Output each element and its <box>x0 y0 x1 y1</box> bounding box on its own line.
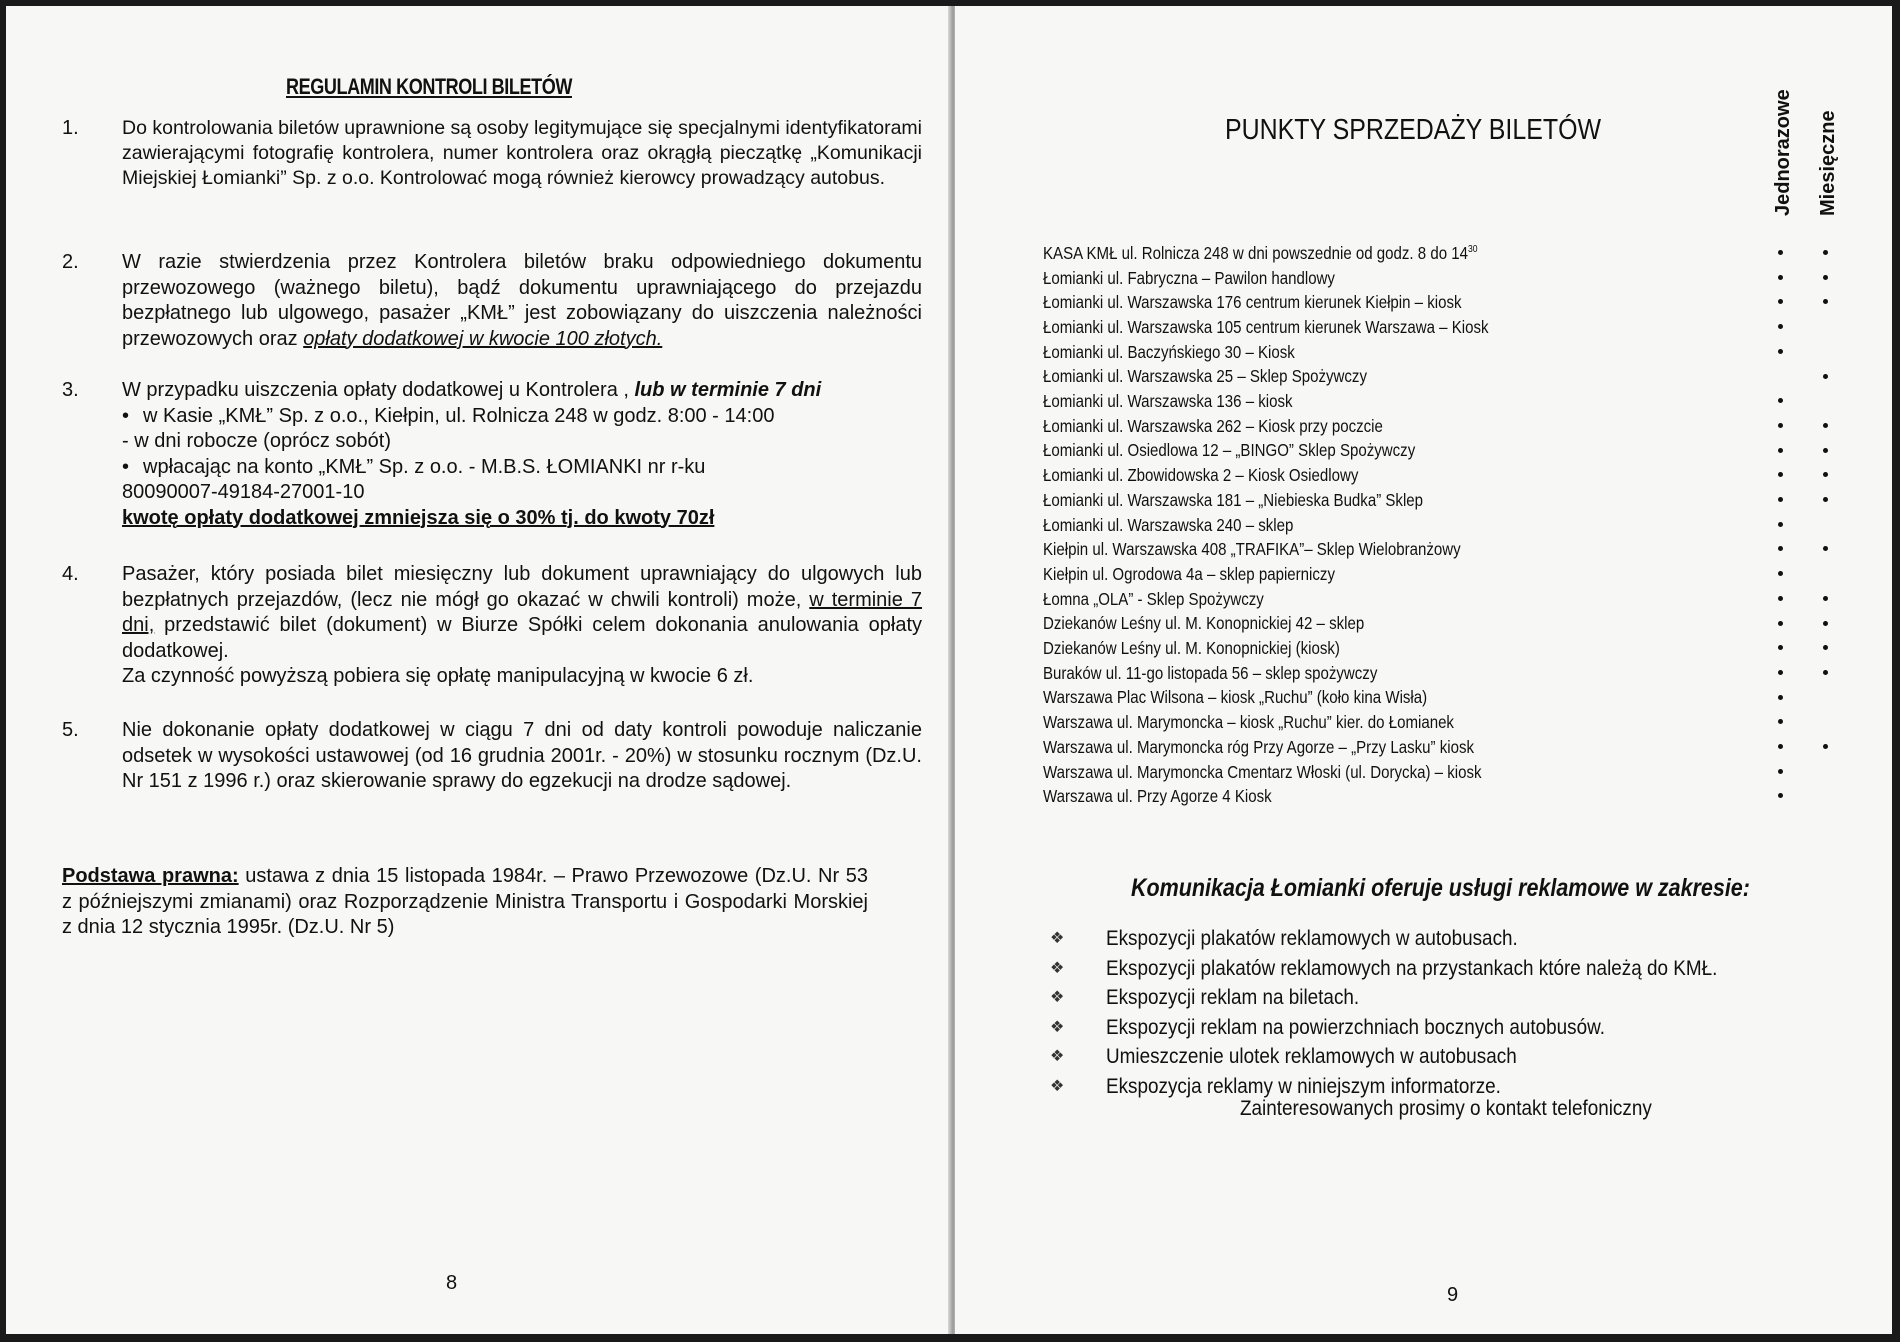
list-item: Warszawa Plac Wilsona – kiosk „Ruchu” (koło kina Wisła) <box>1043 687 1428 708</box>
monthly-ticket-dot <box>1823 497 1828 502</box>
list-item: Dziekanów Leśny ul. M. Konopnickiej 42 – sklep <box>1043 613 1365 634</box>
monthly-ticket-dot <box>1823 472 1828 477</box>
rule-body <box>122 378 922 531</box>
rule-text: Pasażer, który posiada bilet miesięczny lub dokument uprawniający do ulgowych lub bezpłatnych przejazdów, (lecz nie mógł go okazać w chwili kontroli) może, <box>122 563 922 611</box>
page-number-right: 9 <box>1447 1284 1459 1306</box>
list-item: Łomianki ul. Fabryczna – Pawilon handlowy <box>1043 267 1335 288</box>
rule-number: 3. <box>62 379 79 401</box>
single-ticket-dot <box>1778 744 1783 749</box>
monthly-ticket-dot <box>1823 645 1828 650</box>
regulations-title: REGULAMIN KONTROLI BILETÓW <box>286 74 572 99</box>
legal-text: ustawa z dnia 15 listopada 1984r. – Prawo Przewozowe (Dz.U. Nr 53 z późniejszymi zmianami) oraz Rozporządzenie Ministra Transportu i Gospodarki Morskiej z dnia 12 stycznia 1995r. (Dz.U. Nr 5) <box>62 865 868 938</box>
list-item: Łomianki ul. Warszawska 136 – kiosk <box>1043 391 1293 412</box>
column-header-monthly: Miesięczne <box>1817 110 1839 216</box>
advertising-item <box>1050 954 1785 984</box>
monthly-ticket-dot <box>1823 250 1828 255</box>
advertising-item-text: Ekspozycji plakatów reklamowych na przystankach które należą do KMŁ. <box>1106 956 1718 980</box>
bullet-dot: • <box>122 455 130 478</box>
advertising-title: Komunikacja Łomianki oferuje usługi reklamowe w zakresie: <box>1131 874 1750 902</box>
right-page <box>955 6 1892 1334</box>
rule-text: W razie stwierdzenia przez Kontrolera biletów braku odpowiedniego dokumentu przewozowego (ważnego biletu), bądź dokumentu uprawniającego do przejazdu bezpłatnego lub ulgowego, pasażer „KMŁ” jest zobowiązany do uiszczenia należności przewozowych oraz <box>122 251 922 350</box>
list-item: Łomianki ul. Warszawska 105 centrum kierunek Warszawa – Kiosk <box>1043 316 1489 337</box>
single-ticket-dot <box>1778 324 1783 329</box>
advertising-item-text: Umieszczenie ulotek reklamowych w autobusach <box>1106 1045 1517 1068</box>
single-ticket-dot <box>1778 695 1783 700</box>
single-ticket-dot <box>1778 719 1783 724</box>
monthly-ticket-dot <box>1823 596 1828 601</box>
rule-number: 4. <box>62 563 79 585</box>
legal-basis <box>62 864 868 941</box>
diamond-bullet-icon: ❖ <box>1050 959 1065 977</box>
list-item: KASA KMŁ ul. Rolnicza 248 w dni powszednie od godz. 8 do $14^{30}$ <box>1043 242 1478 263</box>
advertising-item <box>1050 1042 1785 1072</box>
single-ticket-dot <box>1778 423 1783 428</box>
single-ticket-dot <box>1778 448 1783 453</box>
single-ticket-dot <box>1778 349 1783 354</box>
rule-text-cont: przedstawić bilet (dokument) w Biurze Spółki celem dokonania anulowania opłaty dodatkowej. <box>122 614 922 662</box>
list-item: Łomianki ul. Warszawska 181 – „Niebieska Budka” Sklep <box>1043 489 1424 510</box>
rule-number: 1. <box>62 117 79 139</box>
list-item: Łomna „OLA” - Sklep Spożywczy <box>1043 588 1264 609</box>
bullet-dot: • <box>122 404 130 427</box>
reduction-note: kwotę opłaty dodatkowej zmniejsza się o 30% tj. do kwoty 70zł <box>122 506 715 529</box>
list-item: Kiełpin ul. Warszawska 408 „TRAFIKA”– Sklep Wielobranżowy <box>1043 539 1461 560</box>
list-item: Łomianki ul. Warszawska 262 – Kiosk przy poczcie <box>1043 415 1383 436</box>
list-item: Łomianki ul. Baczyńskiego 30 – Kiosk <box>1043 341 1295 362</box>
advertising-item-text: Ekspozycji reklam na biletach. <box>1106 986 1360 1009</box>
monthly-ticket-dot <box>1823 670 1828 675</box>
list-item: Warszawa ul. Marymoncka Cmentarz Włoski (ul. Dorycka) – kiosk <box>1043 761 1482 782</box>
diamond-bullet-icon: ❖ <box>1050 989 1065 1006</box>
advertising-item <box>1050 983 1785 1013</box>
single-ticket-dot <box>1778 596 1783 601</box>
rule-body <box>122 116 922 191</box>
rule-body <box>122 718 922 795</box>
rule-number: 5. <box>62 719 79 741</box>
rule-text: Nie dokonanie opłaty dodatkowej w ciągu 7 dni od daty kontroli powoduje naliczanie odsetek w wysokości ustawowej (od 16 grudnia 2001r. - 20%) w stosunku rocznym (Dz.U. Nr 151 z 1996 r.) oraz skierowanie sprawy do egzekucji na drodze sądowej. <box>122 719 922 792</box>
deadline-underline: w terminie 7 dni, <box>122 588 922 636</box>
rule-body <box>122 250 922 352</box>
single-ticket-dot <box>1778 497 1783 502</box>
diamond-bullet-icon: ❖ <box>1050 1077 1065 1095</box>
advertising-list <box>1050 924 1785 1101</box>
monthly-ticket-dot <box>1823 299 1828 304</box>
fee-note: Za czynność powyższą pobiera się opłatę manipulacyjną w kwocie 6 zł. <box>122 665 754 687</box>
list-item: Warszawa ul. Marymoncka – kiosk „Ruchu” kier. do Łomianek <box>1043 712 1454 733</box>
contact-note: Zainteresowanych prosimy o kontakt telefoniczny <box>1240 1097 1652 1120</box>
list-item: Warszawa ul. Przy Agorze 4 Kiosk <box>1043 786 1272 807</box>
single-ticket-dot <box>1778 398 1783 403</box>
advertising-item-text: Ekspozycji reklam na powierzchniach bocznych autobusów. <box>1106 1015 1606 1039</box>
single-ticket-dot <box>1778 275 1783 280</box>
single-ticket-dot <box>1778 299 1783 304</box>
single-ticket-dot <box>1778 571 1783 576</box>
rule-text: W przypadku uiszczenia opłaty dodatkowej u Kontrolera , <box>122 379 635 401</box>
monthly-ticket-dot <box>1823 448 1828 453</box>
list-item: Łomianki ul. Warszawska 176 centrum kierunek Kiełpin – kiosk <box>1043 292 1462 313</box>
monthly-ticket-dot <box>1823 275 1828 280</box>
list-item: Łomianki ul. Warszawska 240 – sklep <box>1043 514 1294 535</box>
account-number: 80090007-49184-27001-10 <box>122 481 365 503</box>
single-ticket-dot <box>1778 546 1783 551</box>
penalty-amount: opłaty dodatkowej w kwocie 100 złotych. <box>303 327 663 350</box>
single-ticket-dot <box>1778 670 1783 675</box>
single-ticket-dot <box>1778 769 1783 774</box>
diamond-bullet-icon: ❖ <box>1050 930 1065 947</box>
monthly-ticket-dot <box>1823 546 1828 551</box>
deadline-emphasis: lub w terminie 7 dni <box>634 379 822 401</box>
rule-number: 2. <box>62 251 79 273</box>
single-ticket-dot <box>1778 645 1783 650</box>
rule-body <box>122 562 922 690</box>
single-ticket-dot <box>1778 472 1783 477</box>
page-number-left: 8 <box>446 1272 458 1294</box>
diamond-bullet-icon: ❖ <box>1050 1018 1065 1036</box>
monthly-ticket-dot <box>1823 621 1828 626</box>
bullet-text: wpłacając na konto „KMŁ” Sp. z o.o. - M.B.S. ŁOMIANKI nr r-ku <box>143 455 706 478</box>
bullet-text: w Kasie „KMŁ” Sp. z o.o., Kiełpin, ul. Rolnicza 248 w godz. 8:00 - 14:00 <box>143 404 775 427</box>
column-header-single: Jednorazowe <box>1772 89 1794 216</box>
legal-label: Podstawa prawna: <box>62 865 239 887</box>
monthly-ticket-dot <box>1823 374 1828 379</box>
monthly-ticket-dot <box>1823 744 1828 749</box>
list-item: Łomianki ul. Osiedlowa 12 – „BINGO” Sklep Spożywczy <box>1043 440 1416 461</box>
list-item: Dziekanów Leśny ul. M. Konopnickiej (kiosk) <box>1043 638 1340 659</box>
list-item: Kiełpin ul. Ogrodowa 4a – sklep papierniczy <box>1043 563 1335 584</box>
list-item: Buraków ul. 11-go listopada 56 – sklep spożywczy <box>1043 662 1378 683</box>
diamond-bullet-icon: ❖ <box>1050 1048 1065 1065</box>
single-ticket-dot <box>1778 522 1783 527</box>
list-item: Warszawa ul. Marymoncka róg Przy Agorze – „Przy Lasku” kiosk <box>1043 736 1475 757</box>
left-page <box>6 6 950 1334</box>
single-ticket-dot <box>1778 793 1783 798</box>
single-ticket-dot <box>1778 621 1783 626</box>
advertising-item <box>1050 1013 1785 1043</box>
sales-points-title: PUNKTY SPRZEDAŻY BILETÓW <box>1225 114 1602 146</box>
monthly-ticket-dot <box>1823 423 1828 428</box>
advertising-item-text: Ekspozycji plakatów reklamowych w autobusach. <box>1106 927 1518 950</box>
sales-points-list <box>1043 238 1663 809</box>
bullet-continuation: - w dni robocze (oprócz sobót) <box>122 430 392 452</box>
advertising-item-text: Ekspozycja reklamy w niniejszym informatorze. <box>1106 1074 1501 1098</box>
advertising-item <box>1050 924 1785 954</box>
list-item: Łomianki ul. Zbowidowska 2 – Kiosk Osiedlowy <box>1043 465 1359 486</box>
single-ticket-dot <box>1778 250 1783 255</box>
rule-text: Do kontrolowania biletów uprawnione są osoby legitymujące się specjalnymi identyfikatorami zawierającymi fotografię kontrolera, numer kontrolera oraz okrągłą pieczątkę „Komunikacji Miejskiej Łomianki” Sp. z o.o. Kontrolować mogą również kierowcy prowadzący autobus. <box>122 117 922 189</box>
list-item: Łomianki ul. Warszawska 25 – Sklep Spożywczy <box>1043 366 1367 387</box>
